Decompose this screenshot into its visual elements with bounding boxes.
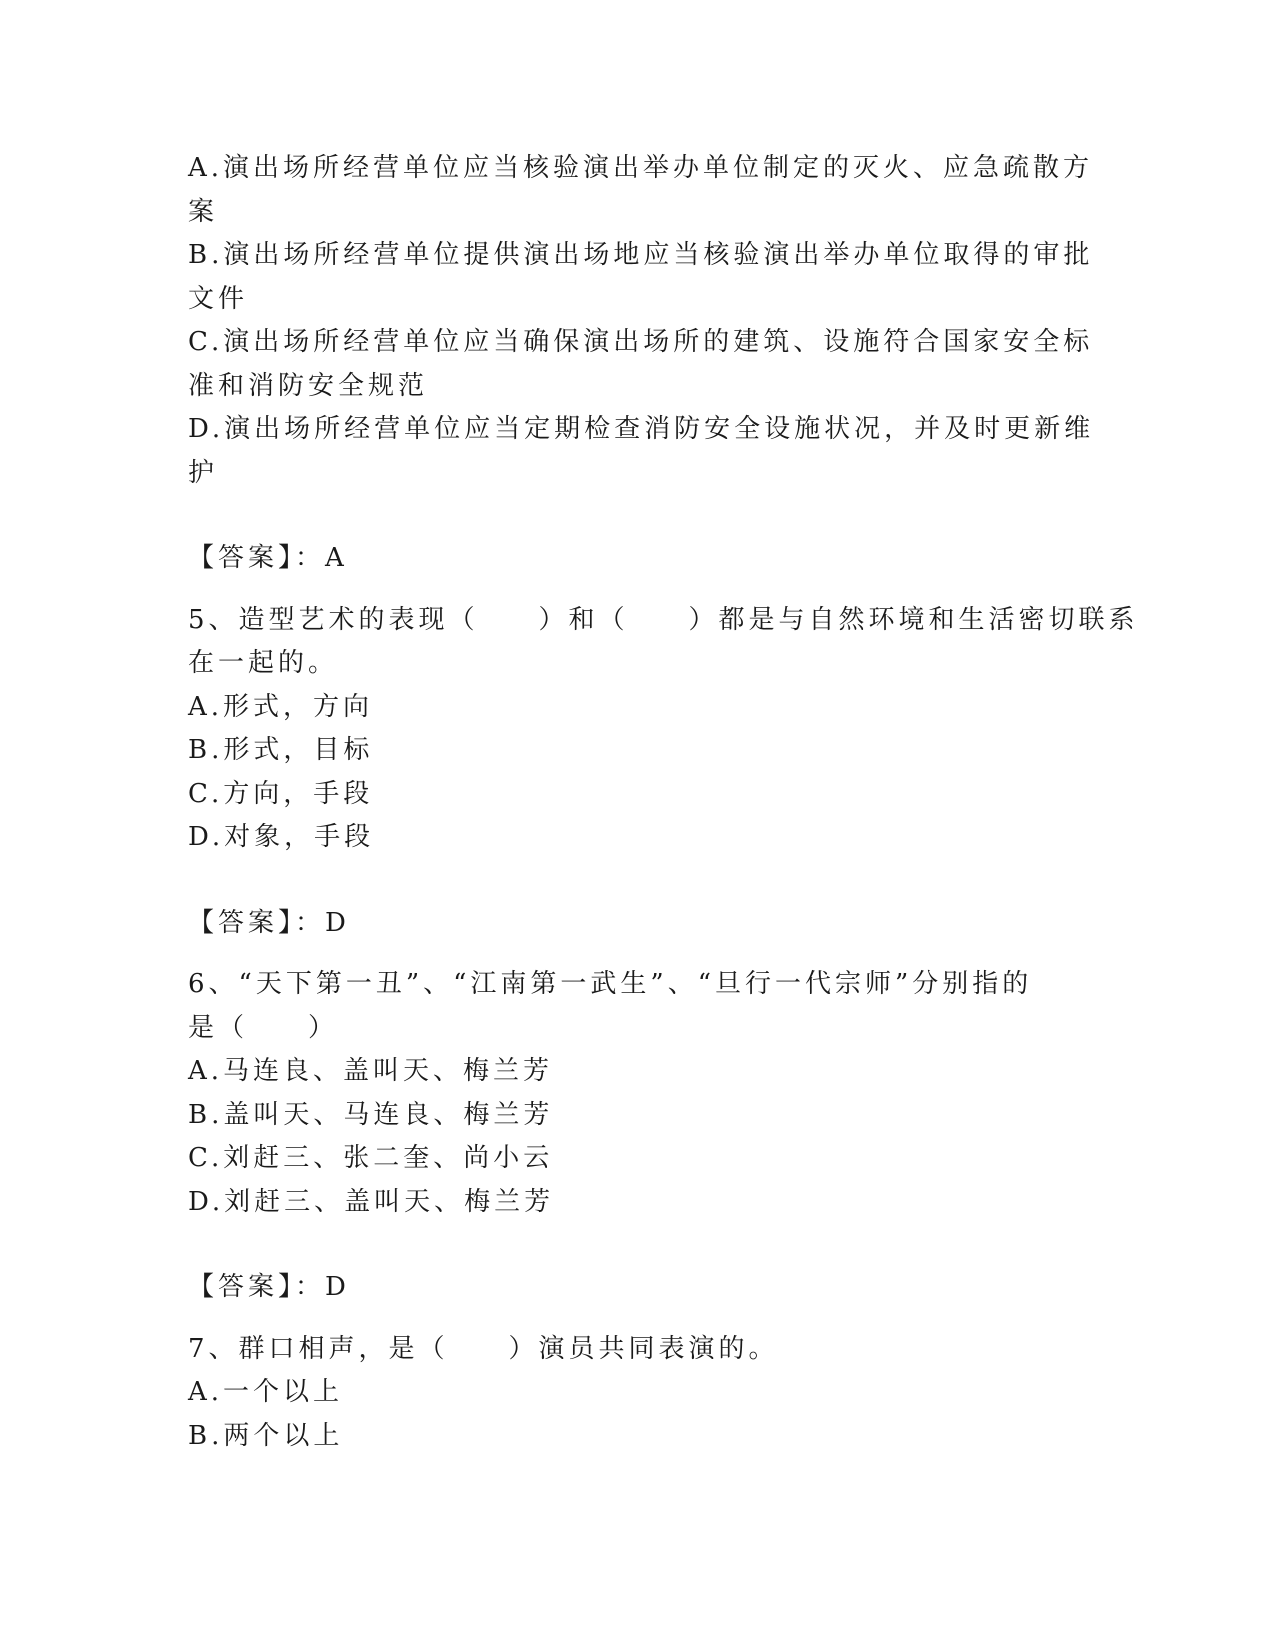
document-page	[188, 147, 1139, 1458]
option-line: B.盖叫天、马连良、梅兰芳	[188, 1099, 554, 1130]
option-line: B.形式，目标	[188, 735, 374, 765]
option-line: A.形式，方向	[188, 691, 374, 722]
option-line: 护	[188, 457, 219, 488]
question-5-answer: 【答案】：D	[188, 907, 350, 938]
question-6-answer: 【答案】：D	[188, 1272, 350, 1302]
question-stem: 6、“天下第一丑”、“江南第一武生”、“旦行一代宗师”分别指的	[188, 969, 1033, 999]
option-line: 文件	[188, 283, 249, 314]
question-5	[188, 599, 1139, 860]
option-line: C.方向，手段	[188, 778, 374, 809]
question-6	[188, 963, 1088, 1224]
option-line: A.一个以上	[188, 1377, 344, 1407]
option-line: D.对象，手段	[188, 822, 375, 852]
option-line: C.演出场所经营单位应当确保演出场所的建筑、设施符合国家安全标	[188, 327, 1094, 357]
option-line: B.两个以上	[188, 1420, 344, 1451]
option-line: A.马连良、盖叫天、梅兰芳	[188, 1056, 554, 1086]
option-line: B.演出场所经营单位提供演出场地应当核验演出举办单位取得的审批	[188, 240, 1094, 270]
question-7	[188, 1328, 1088, 1459]
question-stem: 在一起的。	[188, 648, 339, 678]
option-line: 案	[188, 196, 219, 227]
question-4-options	[188, 147, 1095, 495]
question-stem: 是（ ）	[188, 1012, 339, 1043]
question-stem: 5、造型艺术的表现（ ）和（ ）都是与自然环境和生活密切联系	[188, 604, 1139, 635]
option-line: A.演出场所经营单位应当核验演出举办单位制定的灭火、应急疏散方	[188, 153, 1094, 183]
question-4-answer: 【答案】：A	[188, 543, 348, 573]
option-line: D.刘赶三、盖叫天、梅兰芳	[188, 1186, 555, 1217]
option-line: 准和消防安全规范	[188, 370, 429, 401]
question-stem: 7、群口相声，是（ ）演员共同表演的。	[188, 1333, 779, 1364]
option-line: D.演出场所经营单位应当定期检查消防安全设施状况，并及时更新维	[188, 414, 1095, 444]
option-line: C.刘赶三、张二奎、尚小云	[188, 1143, 554, 1173]
